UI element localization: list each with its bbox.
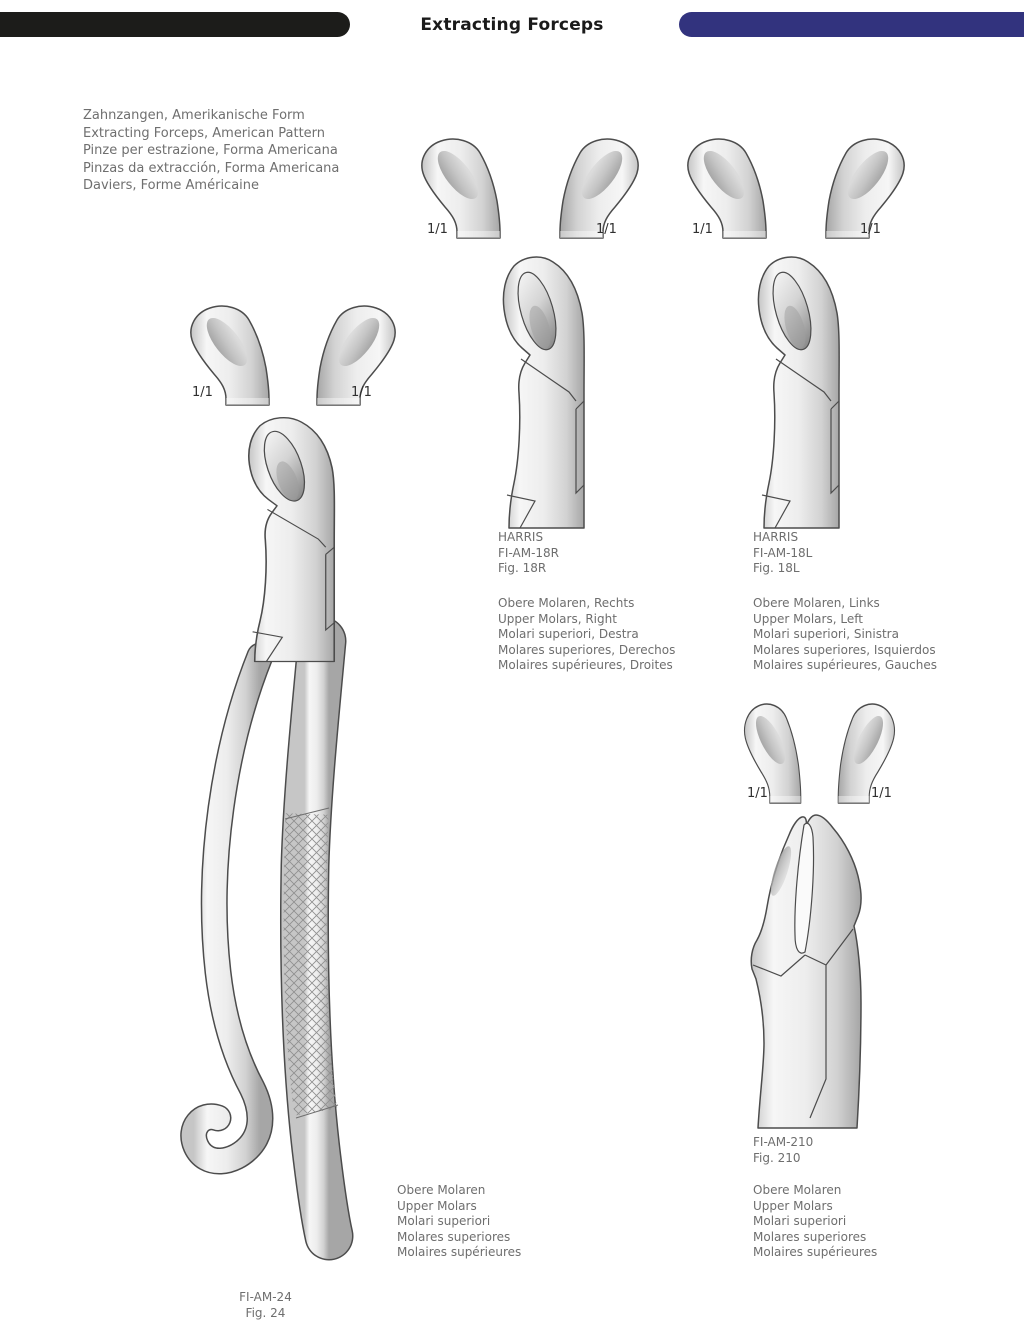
product-desc-line: Obere Molaren, Links	[753, 596, 880, 610]
intro-line: Daviers, Forme Américaine	[83, 178, 260, 193]
scale-label: 1/1	[747, 786, 768, 801]
product-desc-line: Molaires supérieures, Gauches	[753, 658, 937, 672]
product-desc-line: Upper Molars, Left	[753, 611, 863, 626]
product-desc-line: Obere Molaren	[397, 1183, 486, 1197]
product-desc-line: Molares superiores, Derechos	[498, 642, 676, 657]
product-brand: HARRIS	[498, 530, 544, 544]
header-bar-right	[679, 12, 1024, 37]
product-desc-line: Molares superiores	[397, 1229, 511, 1244]
product-fig: Fig. 18R	[498, 561, 547, 575]
scale-label: 1/1	[692, 222, 713, 237]
product-desc-line: Upper Molars, Right	[498, 611, 617, 626]
product-desc-block-18r	[498, 596, 675, 674]
scale-label: 1/1	[860, 222, 881, 237]
product-desc-block-24	[397, 1183, 521, 1261]
forceps-head-illustration-18l	[752, 253, 853, 528]
scale-label: 1/1	[427, 222, 448, 237]
product-desc-line: Obere Molaren	[753, 1183, 842, 1197]
product-desc-line: Upper Molars	[753, 1198, 833, 1213]
product-code: FI-AM-24	[239, 1290, 292, 1304]
product-fig: Fig. 18L	[753, 561, 800, 575]
intro-line: Pinze per estrazione, Forma Americana	[83, 143, 338, 158]
scale-label: 1/1	[192, 385, 213, 400]
product-desc-line: Upper Molars	[397, 1198, 477, 1213]
forceps-tips-illustration-24	[180, 302, 406, 406]
product-desc-line: Molari superiori	[753, 1214, 847, 1228]
product-code-block-24	[193, 1290, 338, 1321]
product-code-block-18l	[753, 530, 812, 577]
intro-line: Zahnzangen, Amerikanische Form	[83, 108, 305, 123]
scale-label: 1/1	[871, 786, 892, 801]
forceps-full-illustration-24	[176, 416, 396, 1266]
product-desc-line: Molari superiori, Sinistra	[753, 627, 899, 641]
forceps-head-illustration-210	[750, 813, 875, 1128]
product-fig: Fig. 210	[753, 1150, 801, 1165]
product-desc-line: Molari superiori, Destra	[498, 627, 639, 641]
product-code-block-18r	[498, 530, 559, 577]
product-brand: HARRIS	[753, 530, 799, 544]
product-code: FI-AM-18L	[753, 545, 813, 560]
forceps-head-illustration-18r	[497, 253, 598, 528]
product-fig: Fig. 24	[245, 1305, 286, 1320]
intro-line: Extracting Forceps, American Pattern	[83, 125, 326, 141]
product-desc-block-210	[753, 1183, 877, 1261]
scale-label: 1/1	[351, 385, 372, 400]
product-desc-line: Molaires supérieures	[753, 1245, 878, 1259]
page-title: Extracting Forceps	[420, 15, 604, 35]
scale-label: 1/1	[596, 222, 617, 237]
product-desc-line: Molaires supérieures	[397, 1245, 522, 1259]
product-desc-line: Molares superiores	[753, 1229, 867, 1244]
product-code: FI-AM-18R	[498, 545, 560, 560]
product-desc-line: Molares superiores, Isquierdos	[753, 642, 936, 657]
product-code: FI-AM-210	[753, 1135, 814, 1149]
product-desc-block-18l	[753, 596, 937, 674]
product-code-block-210	[753, 1135, 813, 1166]
intro-line: Pinzas da extracción, Forma Americana	[83, 160, 340, 176]
product-desc-line: Molaires supérieures, Droites	[498, 658, 673, 672]
product-desc-line: Obere Molaren, Rechts	[498, 596, 635, 610]
intro-text	[83, 107, 339, 195]
product-desc-line: Molari superiori	[397, 1214, 491, 1228]
